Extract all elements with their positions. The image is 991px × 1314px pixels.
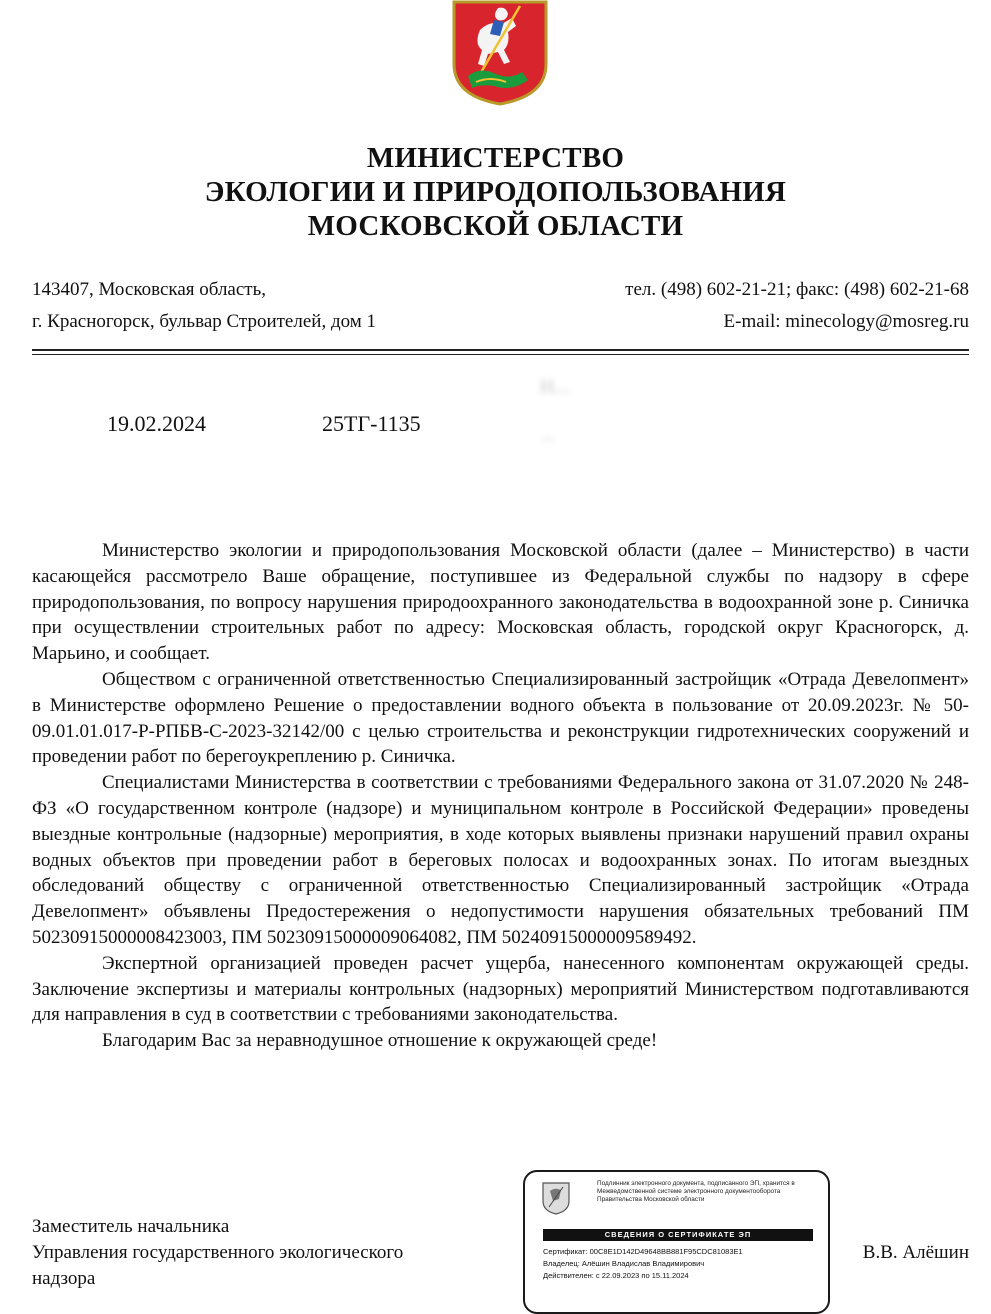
- body-paragraph-5: Благодарим Вас за неравнодушное отношение к окружающей среде!: [102, 1030, 658, 1052]
- signatory-position-line-2: Управления государственного экологического: [32, 1242, 404, 1263]
- coat-of-arms-icon: [450, 0, 550, 106]
- header-divider-thin: [32, 354, 969, 355]
- body-paragraph-3: Специалистами Министерства в соответствии с требованиями Федерального закона от 31.07.2020 № 248-ФЗ «О государственном контроле (надзоре) и муниципальном контроле в Российской Федерации» проведены выездные контрольные (надзорные) мероприятия, в ходе которых выявлены признаки нарушений правил охраны водных объектов при проведении работ в береговых полосах и водоохранных зонах. По итогам выездных обследований обществу с ограниченной ответственностью Специализированный застройщик «Отрада Девелопмент» объявлены Предостережения о недопустимости нарушения обязательных требований ПМ 50230915000008423003, ПМ 50230915000009064082, ПМ 50240915000009589492.: [32, 772, 969, 948]
- stamp-certificate-id: Сертификат: 00C8E1D142D49648BB881F95CDC81083E1: [543, 1247, 743, 1256]
- stamp-validity: Действителен: с 22.09.2023 по 15.11.2024: [543, 1271, 689, 1280]
- address-line-2: г. Красногорск, бульвар Строителей, дом 1: [32, 311, 377, 332]
- stamp-emblem-icon: [541, 1181, 571, 1215]
- header-divider-thick: [32, 349, 969, 351]
- recipient-line-1: Н...: [540, 376, 570, 398]
- letter-number: 25ТГ-1135: [322, 411, 421, 436]
- phone-fax-line: тел. (498) 602-21-21; факс: (498) 602-21-68: [625, 279, 969, 300]
- stamp-certificate-header: СВЕДЕНИЯ О СЕРТИФИКАТЕ ЭП: [543, 1229, 813, 1241]
- stamp-owner: Владелец: Алёшин Владислав Владимирович: [543, 1259, 705, 1268]
- address-line-1: 143407, Московская область,: [32, 279, 267, 300]
- ministry-title-line-1: МИНИСТЕРСТВО: [366, 142, 625, 174]
- body-paragraph-1: Министерство экологии и природопользования Московской области (далее – Министерство) в части касающейся рассмотрело Ваше обращение, поступившее из Федеральной службы по надзору в сфере природопользования, по вопросу нарушения природоохранного законодательства в водоохранной зоне р. Синичка при осуществлении строительных работ по адресу: Московская область, городской округ Красногорск, д. Марьино, и сообщает.: [32, 540, 969, 665]
- email-line: E-mail: minecology@mosreg.ru: [723, 311, 969, 332]
- ministry-title-line-3: МОСКОВСКОЙ ОБЛАСТИ: [307, 210, 684, 242]
- signatory-name: В.В. Алёшин: [862, 1242, 969, 1263]
- body-paragraph-4: Экспертной организацией проведен расчет ущерба, нанесенного компонентам окружающей среды. Заключение экспертизы и материалы контрольных (надзорных) мероприятий Министерством подготавливаются для направления в суд в соответствии с требованиями законодательства.: [32, 952, 969, 1026]
- body-paragraph-2: Обществом с ограниченной ответственностью Специализированный застройщик «Отрада Девелопмент» в Министерстве оформлено Решение о предоставлении водного объекта в пользование от 20.09.2023г. № 50-09.01.01.017-Р-РПБВ-С-2023-32142/00 с целью строительства и реконструкции гидротехнических сооружений и проведении работ по берегоукреплению р. Синичка.: [32, 668, 969, 768]
- letter-date: 19.02.2024: [107, 411, 206, 436]
- electronic-signature-stamp: [523, 1170, 830, 1314]
- signatory-position-line-3: надзора: [32, 1268, 96, 1289]
- recipient-line-2: ...: [540, 424, 555, 446]
- letter-body: [32, 538, 969, 1054]
- signatory-position-line-1: Заместитель начальника: [32, 1216, 230, 1237]
- stamp-note: Подлинник электронного документа, подписанного ЭП, хранится в Межведомственной системе электронного документооборота Правительства Московской области: [597, 1180, 795, 1203]
- ministry-title-line-2: ЭКОЛОГИИ И ПРИРОДОПОЛЬЗОВАНИЯ: [204, 176, 787, 208]
